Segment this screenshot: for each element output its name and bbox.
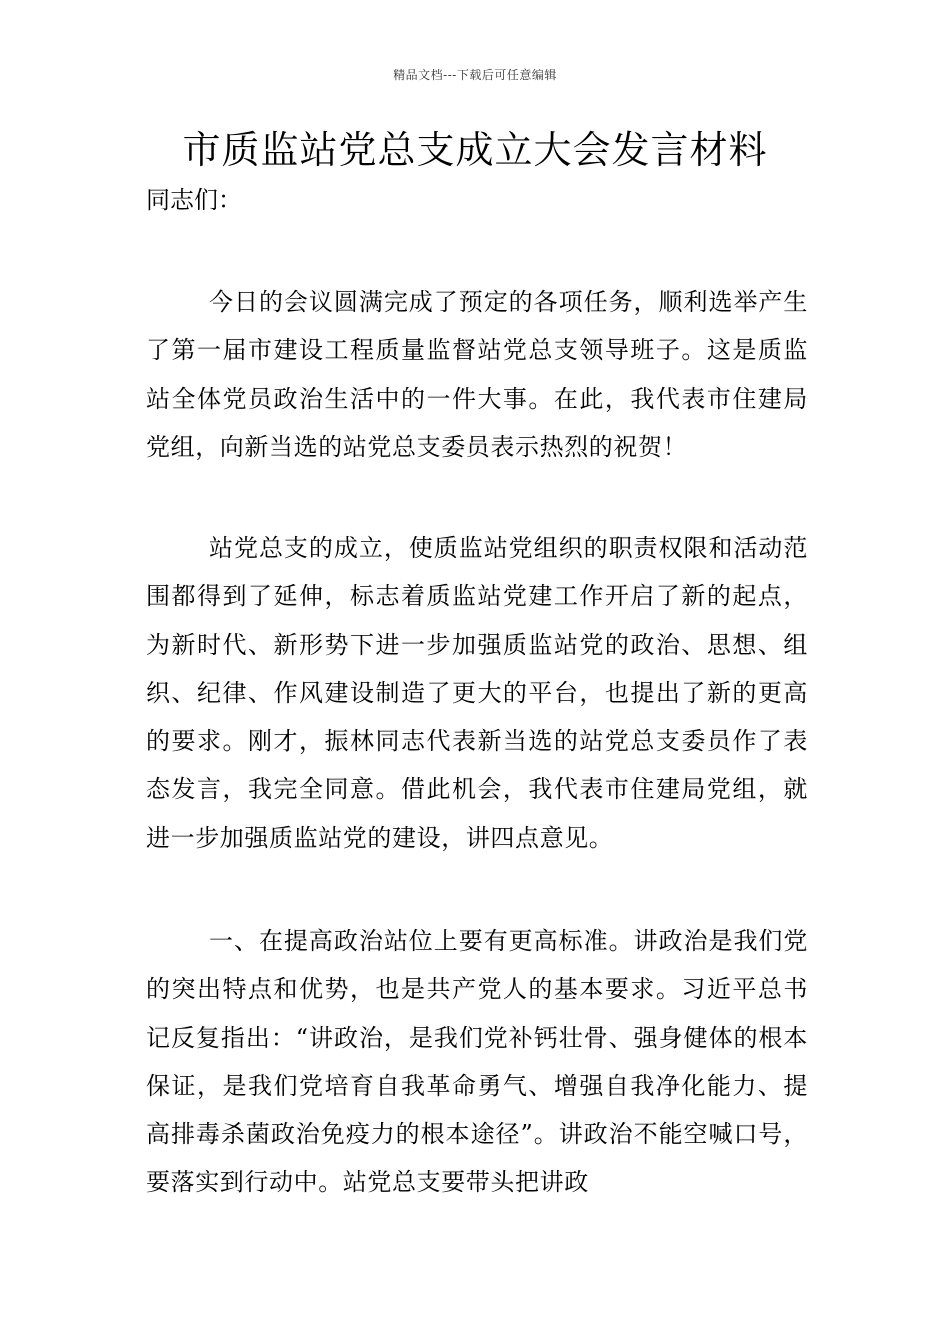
header-note: 精品文档---下载后可任意编辑 [393,68,557,82]
body-paragraph: 站党总支的成立，使质监站党组织的职责权限和活动范围都得到了延伸，标志着质监站党建工作开启了新的起点，为新时代、新形势下进一步加强质监站党的政治、思想、组织、纪律、作风建设制造了更大的平台，也提出了新的更高的要求。刚才，振林同志代表新当选的站党总支委员作了表态发言，我完全同意。借此机会，我代表市住建局党组，就进一步加强质监站党的建设，讲四点意见。 [146,534,808,852]
salutation: 同志们： [146,186,242,214]
body-paragraph: 一、在提高政治站位上要有更高标准。讲政治是我们党的突出特点和优势，也是共产党人的基本要求。习近平总书记反复指出：“讲政治，是我们党补钙壮骨、强身健体的根本保证，是我们党培育自我革命勇气、增强自我净化能力、提高排毒杀菌政治免疫力的根本途径”。讲政治不能空喊口号，要落实到行动中。站党总支要带头把讲政 [146,927,808,1197]
body-paragraph: 今日的会议圆满完成了预定的各项任务，顺利选举产生了第一届市建设工程质量监督站党总支领导班子。这是质监站全体党员政治生活中的一件大事。在此，我代表市住建局党组，向新当选的站党总支委员表示热烈的祝贺！ [146,288,808,461]
document-title: 市质监站党总支成立大会发言材料 [182,128,768,172]
